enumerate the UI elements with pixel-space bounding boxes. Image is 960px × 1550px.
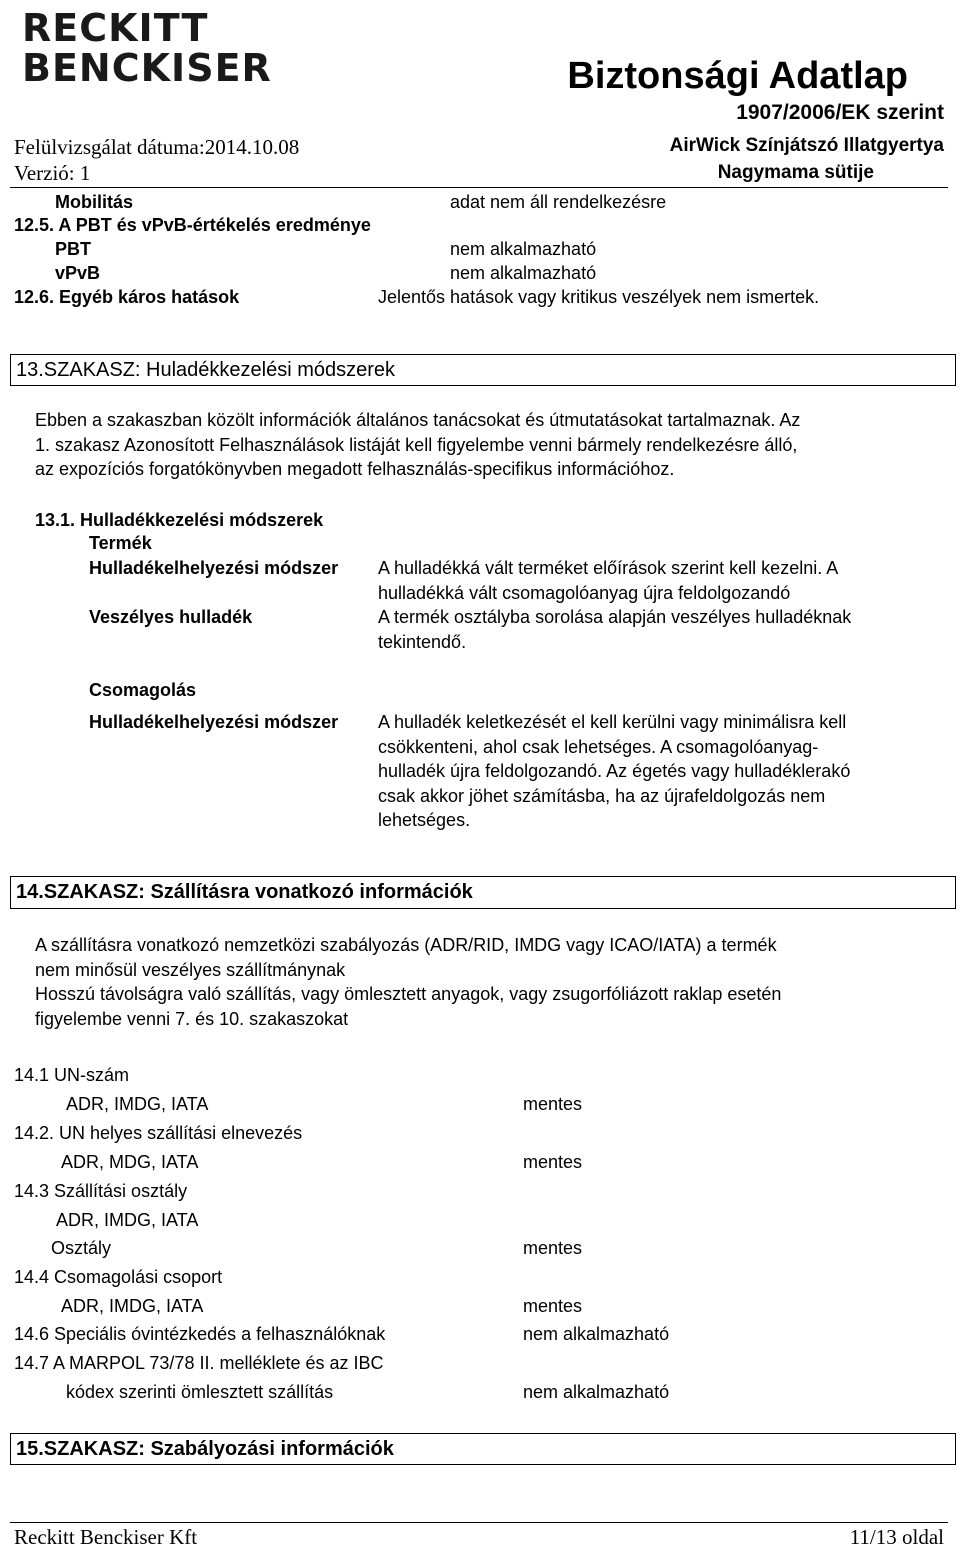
text-line: A hulladékká vált terméket előírások szerint kell kezelni. A	[378, 558, 839, 578]
text-line: tekintendő.	[378, 631, 467, 652]
section-15-title: 15.SZAKASZ: Szabályozási információk	[16, 1438, 394, 1460]
transport-row-label: 14.7 A MARPOL 73/78 II. melléklete és az IBC	[14, 1353, 384, 1373]
mobility-label: Mobilitás	[55, 192, 134, 212]
pbt-heading: 12.5. A PBT és vPvB-értékelés eredménye	[14, 215, 371, 235]
intro-line: figyelembe venni 7. és 10. szakaszokat	[35, 1008, 349, 1029]
intro-line: az expozíciós forgatókönyvben megadott felhasználás-specifikus információhoz.	[35, 459, 675, 479]
transport-row-label: 14.6 Speciális óvintézkedés a felhasználóknak	[14, 1324, 386, 1344]
intro-line: A szállításra vonatkozó nemzetközi szabályozás (ADR/RID, IMDG vagy ICAO/IATA) a termék	[35, 935, 777, 955]
header-divider	[10, 187, 948, 188]
section-15-header	[10, 1433, 956, 1465]
text-line: hulladékká vált csomagolóanyag újra feldolgozandó	[378, 582, 791, 603]
other-effects-value: Jelentős hatások vagy kritikus veszélyek nem ismertek.	[378, 287, 820, 307]
footer-divider	[10, 1522, 948, 1523]
section-14-header	[10, 876, 956, 909]
transport-row-value: mentes	[523, 1296, 583, 1316]
section-13-title: 13.SZAKASZ: Huladékkezelési módszerek	[16, 359, 396, 381]
document-title: Biztonsági Adatlap	[567, 55, 908, 97]
text-line: hulladék újra feldolgozandó. Az égetés vagy hulladéklerakó	[378, 761, 851, 781]
transport-row-label: kódex szerinti ömlesztett szállítás	[66, 1382, 334, 1402]
transport-row-label: 14.4 Csomagolási csoport	[14, 1267, 223, 1287]
hazardous-waste-text	[378, 605, 851, 654]
packaging-disposal-text	[378, 710, 850, 833]
page-number: 11/13 oldal	[849, 1525, 944, 1549]
pbt-value: nem alkalmazható	[450, 239, 597, 259]
transport-row-label: ADR, MDG, IATA	[61, 1152, 199, 1172]
transport-row-value: nem alkalmazható	[523, 1382, 670, 1402]
packaging-disposal-label: Hulladékelhelyezési módszer	[89, 712, 339, 732]
footer-company: Reckitt Benckiser Kft	[14, 1525, 198, 1549]
mobility-value: adat nem áll rendelkezésre	[450, 192, 667, 212]
section-14-title: 14.SZAKASZ: Szállításra vonatkozó információk	[16, 881, 473, 903]
intro-line: nem minősül veszélyes szállítmánynak	[35, 959, 346, 980]
pbt-label: PBT	[55, 239, 91, 259]
vpvb-label: vPvB	[55, 263, 101, 283]
logo-line-2: BENCKISER	[22, 46, 272, 90]
transport-row-value: nem alkalmazható	[523, 1324, 670, 1344]
vpvb-value: nem alkalmazható	[450, 263, 597, 283]
product-disposal-label: Hulladékelhelyezési módszer	[89, 558, 339, 578]
hazardous-waste-label: Veszélyes hulladék	[89, 607, 253, 627]
version: Verzió: 1	[14, 161, 91, 185]
waste-methods-heading: 13.1. Hulladékkezelési módszerek	[35, 510, 324, 530]
product-variant: Nagymama sütije	[717, 162, 874, 183]
transport-row-label: ADR, IMDG, IATA	[61, 1296, 204, 1316]
intro-line: 1. szakasz Azonosított Felhasználások listáját kell figyelembe venni bármely rendelkezésre álló,	[35, 434, 798, 455]
text-line: csak akkor jöhet számításba, ha az újrafeldolgozás nem	[378, 785, 826, 806]
transport-row-label: Osztály	[51, 1238, 112, 1258]
transport-row-label: 14.1 UN-szám	[14, 1065, 130, 1085]
product-disposal-text	[378, 556, 838, 605]
transport-row-label: ADR, IMDG, IATA	[66, 1094, 209, 1114]
text-line: csökkenteni, ahol csak lehetséges. A csomagolóanyag-	[378, 736, 819, 757]
product-name: AirWick Színjátszó Illatgyertya	[669, 135, 944, 156]
intro-line: Ebben a szakaszban közölt információk általános tanácsokat és útmutatásokat tartalmaznak. Az	[35, 410, 801, 430]
section-13-intro	[35, 408, 800, 482]
revision-date: Felülvizsgálat dátuma:2014.10.08	[14, 135, 300, 159]
transport-row-label: 14.3 Szállítási osztály	[14, 1181, 188, 1201]
text-line: A termék osztályba sorolása alapján veszélyes hulladéknak	[378, 607, 852, 627]
text-line: lehetséges.	[378, 810, 471, 830]
transport-row-label: ADR, IMDG, IATA	[56, 1210, 199, 1230]
transport-row-value: mentes	[523, 1238, 583, 1258]
transport-row-value: mentes	[523, 1152, 583, 1172]
other-effects-label: 12.6. Egyéb káros hatások	[14, 287, 240, 307]
section-13-header	[10, 354, 956, 386]
regulation-reference: 1907/2006/EK szerint	[736, 101, 944, 124]
intro-line: Hosszú távolságra való szállítás, vagy ömlesztett anyagok, vagy zsugorfóliázott raklap esetén	[35, 984, 782, 1004]
transport-row-label: 14.2. UN helyes szállítási elnevezés	[14, 1123, 303, 1143]
text-line: A hulladék keletkezését el kell kerülni vagy minimálisra kell	[378, 712, 847, 732]
transport-row-value: mentes	[523, 1094, 583, 1114]
logo-line-1: RECKITT	[22, 6, 209, 50]
packaging-label: Csomagolás	[89, 680, 197, 700]
product-label: Termék	[89, 533, 152, 553]
section-14-intro	[35, 933, 781, 1031]
